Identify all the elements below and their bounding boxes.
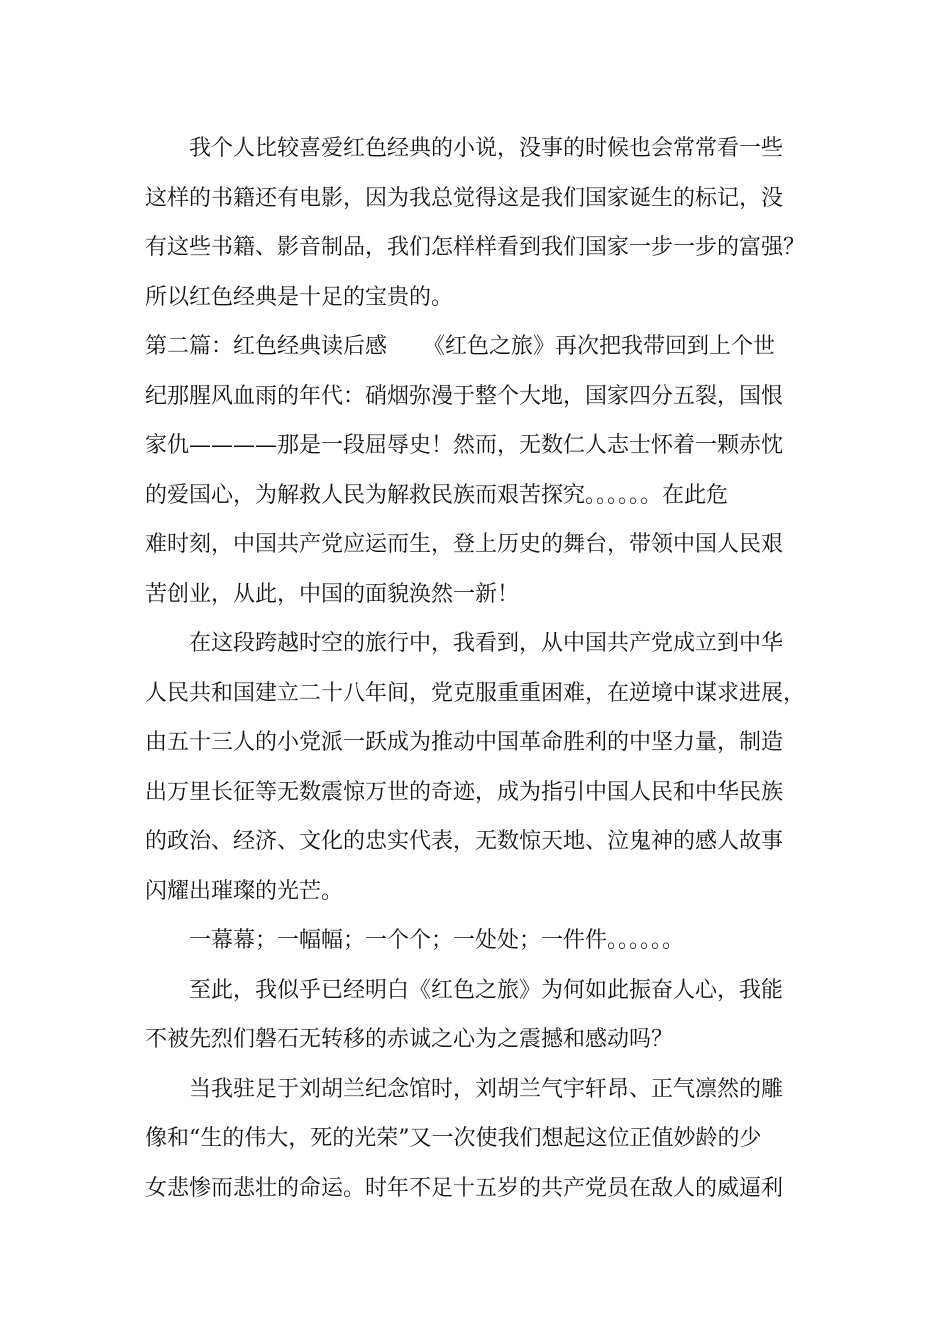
paragraph-2 (145, 322, 835, 619)
text-line: 至此，我似乎已经明白《红色之旅》为何如此振奋人心，我能 (189, 977, 784, 1003)
document-body (145, 124, 835, 1213)
text-line: 不被先烈们磐石无转移的赤诚之心为之震撼和感动吗？ (145, 1027, 674, 1052)
text-line: 由五十三人的小党派一跃成为推动中国革命胜利的中坚力量，制造 (145, 730, 784, 755)
text-line: 家仇————那是一段屈辱史！然而，无数仁人志士怀着一颗赤忱 (145, 433, 784, 458)
text-line: 我个人比较喜爱红色经典的小说，没事的时候也会常常看一些 (189, 136, 784, 161)
paragraph-3 (145, 619, 835, 916)
text-line: 苦创业，从此，中国的面貌涣然一新！ (145, 581, 520, 607)
text-line: 所以红色经典是十足的宝贵的。 (145, 284, 454, 310)
paragraph-6 (145, 1065, 835, 1214)
heading-line (145, 322, 835, 372)
paragraph-1 (145, 124, 835, 322)
text-line: 闪耀出璀璨的光芒。 (145, 878, 344, 904)
text-line: 当我驻足于刘胡兰纪念馆时，刘胡兰气宇轩昂、正气凛然的雕 (189, 1076, 784, 1102)
paragraph-4 (145, 916, 835, 966)
paragraph-5 (145, 966, 835, 1065)
text-line: 一幕幕；一幅幅；一个个；一处处；一件件。。。。。。 (189, 928, 685, 953)
text-line: 在这段跨越时空的旅行中，我看到，从中国共产党成立到中华 (189, 631, 784, 656)
text-line: 出万里长征等无数震惊万世的奇迹，成为指引中国人民和中华民族 (145, 779, 784, 805)
text-line: 女悲惨而悲壮的命运。时年不足十五岁的共产党员在敌人的威逼利 (145, 1175, 784, 1201)
text-line: 人民共和国建立二十八年间，党克服重重困难，在逆境中谋求进展， (145, 680, 806, 706)
text-line: 的爱国心，为解救人民为解救民族而艰苦探究。。。。。。在此危 (145, 482, 729, 508)
text-line: 的政治、经济、文化的忠实代表，无数惊天地、泣鬼神的感人故事 (145, 829, 784, 854)
section-heading: 第二篇：红色经典读后感 (145, 334, 388, 359)
text-line: 难时刻，中国共产党应运而生，登上历史的舞台，带领中国人民艰 (145, 532, 784, 557)
heading-line-rest: 《红色之旅》再次把我带回到上个世 (423, 334, 776, 359)
text-line: 这样的书籍还有电影，因为我总觉得这是我们国家诞生的标记，没 (145, 185, 784, 211)
text-line: 有这些书籍、影音制品，我们怎样样看到我们国家一步一步的富强？ (145, 235, 806, 260)
text-line: 纪那腥风血雨的年代：硝烟弥漫于整个大地，国家四分五裂，国恨 (145, 383, 784, 409)
text-line: 像和“生的伟大，死的光荣”又一次使我们想起这位正值妙龄的少 (145, 1126, 762, 1151)
